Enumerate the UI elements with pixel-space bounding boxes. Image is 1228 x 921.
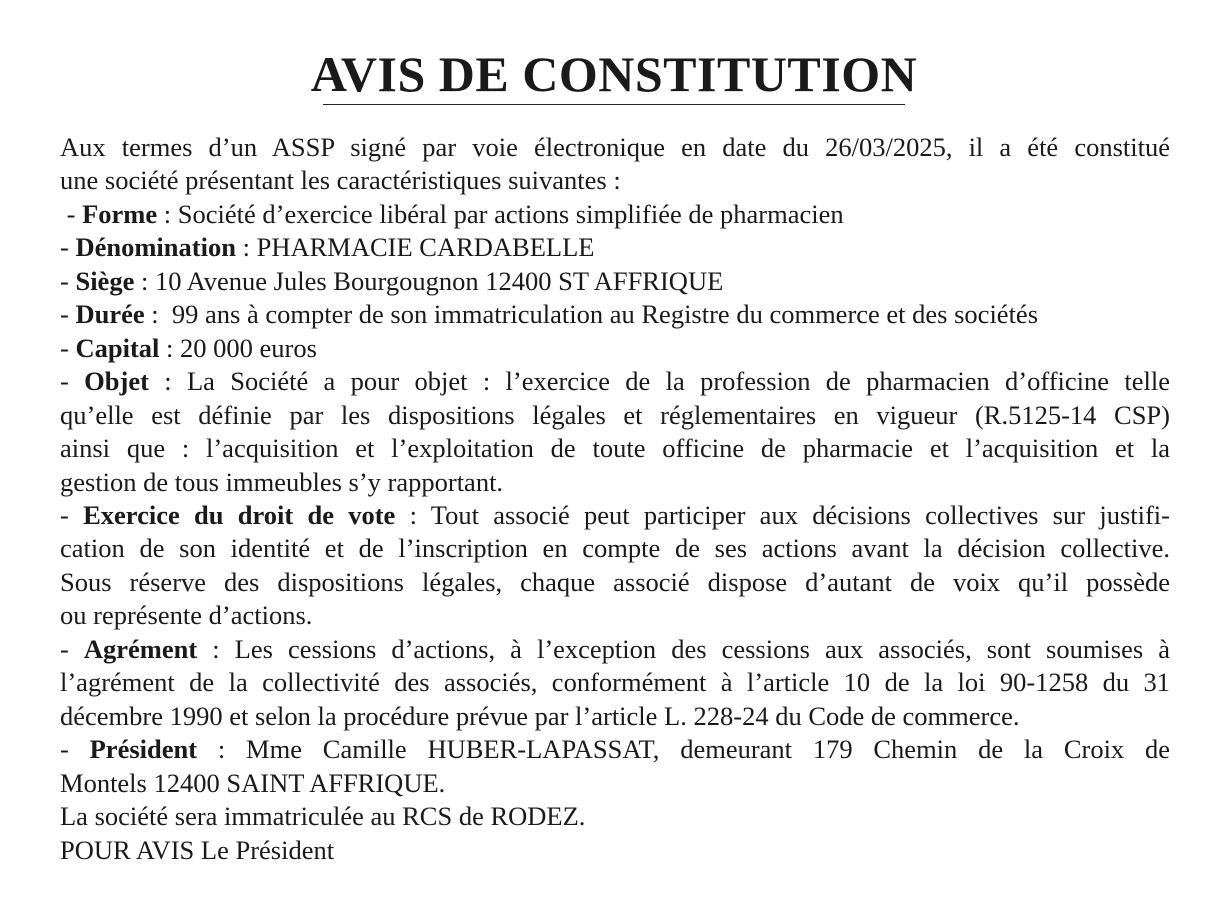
field-label: Président: [89, 734, 198, 765]
field-label: Durée: [75, 299, 145, 330]
field-label: Forme: [82, 198, 158, 229]
field-separator: :: [159, 332, 181, 363]
field-label: Objet: [84, 366, 149, 397]
field-prefix: -: [60, 232, 76, 263]
field-separator: :: [197, 734, 247, 765]
field-value-line: Mme Camille HUBER-LAPASSAT, demeurant 179 Chemin de la Croix de: [246, 734, 1170, 765]
field-president: [60, 733, 1170, 766]
field-value-line: Montels 12400 SAINT AFFRIQUE.: [60, 767, 446, 798]
field-prefix: -: [60, 198, 83, 229]
field-value: Société d’exercice libéral par actions simplifiée de pharmacien: [177, 198, 844, 229]
field-separator: :: [235, 232, 257, 263]
signature-line: POUR AVIS Le Président: [60, 834, 335, 865]
field-value-line: ou représente d’actions.: [60, 600, 313, 631]
notice-title: AVIS DE CONSTITUTION: [310, 46, 918, 102]
field-value-line: décembre 1990 et selon la procédure prévue par l’article L. 228-24 du Code de commerce.: [60, 700, 1020, 731]
field-separator: :: [197, 633, 235, 664]
notice-body: [60, 131, 1170, 867]
intro-line: une société présentant les caractéristiques suivantes :: [60, 165, 621, 196]
field-value: 99 ans à compter de son immatriculation au Registre du commerce et des sociétés: [171, 299, 1039, 330]
field-value-line: ainsi que : l’acquisition et l’exploitation de toute officine de pharmacie et l’acquisition et la: [60, 433, 1170, 464]
field-separator: :: [148, 366, 187, 397]
field-value: 10 Avenue Jules Bourgougnon 12400 ST AFFRIQUE: [154, 265, 724, 296]
field-siege: [60, 265, 1170, 298]
field-prefix: -: [60, 265, 76, 296]
field-agrement: [60, 633, 1170, 666]
field-prefix: -: [60, 499, 84, 530]
field-duree: [60, 298, 1170, 331]
field-objet: [60, 365, 1170, 398]
field-capital: [60, 332, 1170, 365]
field-separator: :: [157, 198, 178, 229]
field-value-line: Les cessions d’actions, à l’exception des cessions aux associés, sont soumises à: [234, 633, 1170, 664]
field-value-line: Sous réserve des dispositions légales, chaque associé dispose d’autant de voix qu’il possède: [60, 566, 1170, 597]
field-prefix: -: [60, 734, 90, 765]
field-forme: [60, 198, 1170, 231]
field-prefix: -: [60, 299, 76, 330]
field-value-line: cation de son identité et de l’inscription en compte de ses actions avant la décision collective.: [60, 533, 1170, 564]
field-prefix: -: [60, 366, 85, 397]
field-value-line: Tout associé peut participer aux décisions collectives sur justifi-: [430, 499, 1170, 530]
field-label: Agrément: [83, 633, 198, 664]
field-value-line: l’agrément de la collectivité des associés, conformément à l’article 10 de la loi 90-1258 du 31: [60, 667, 1170, 698]
field-value: PHARMACIE CARDABELLE: [256, 232, 595, 263]
field-separator: :: [395, 499, 431, 530]
field-prefix: -: [60, 332, 76, 363]
closing-line: La société sera immatriculée au RCS de RODEZ.: [60, 801, 586, 832]
intro-line: Aux termes d’un ASSP signé par voie électronique en date du 26/03/2025, il a été constitué: [60, 132, 1170, 162]
title-underline: [323, 104, 905, 105]
field-value-line: La Société a pour objet : l’exercice de la profession de pharmacien d’officine telle: [186, 366, 1170, 397]
field-separator: :: [134, 265, 155, 296]
field-vote: [60, 499, 1170, 532]
field-label: Exercice du droit de vote: [83, 499, 396, 530]
field-label: Dénomination: [75, 232, 236, 263]
field-label: Capital: [75, 332, 160, 363]
field-separator: :: [144, 299, 172, 330]
field-label: Siège: [75, 265, 135, 296]
field-denomination: [60, 231, 1170, 264]
field-value-line: qu’elle est définie par les dispositions légales et réglementaires en vigueur (R.5125-14 CSP): [60, 399, 1170, 430]
field-prefix: -: [60, 633, 84, 664]
field-value: 20 000 euros: [180, 332, 317, 363]
field-value-line: gestion de tous immeubles s’y rapportant.: [60, 466, 504, 497]
